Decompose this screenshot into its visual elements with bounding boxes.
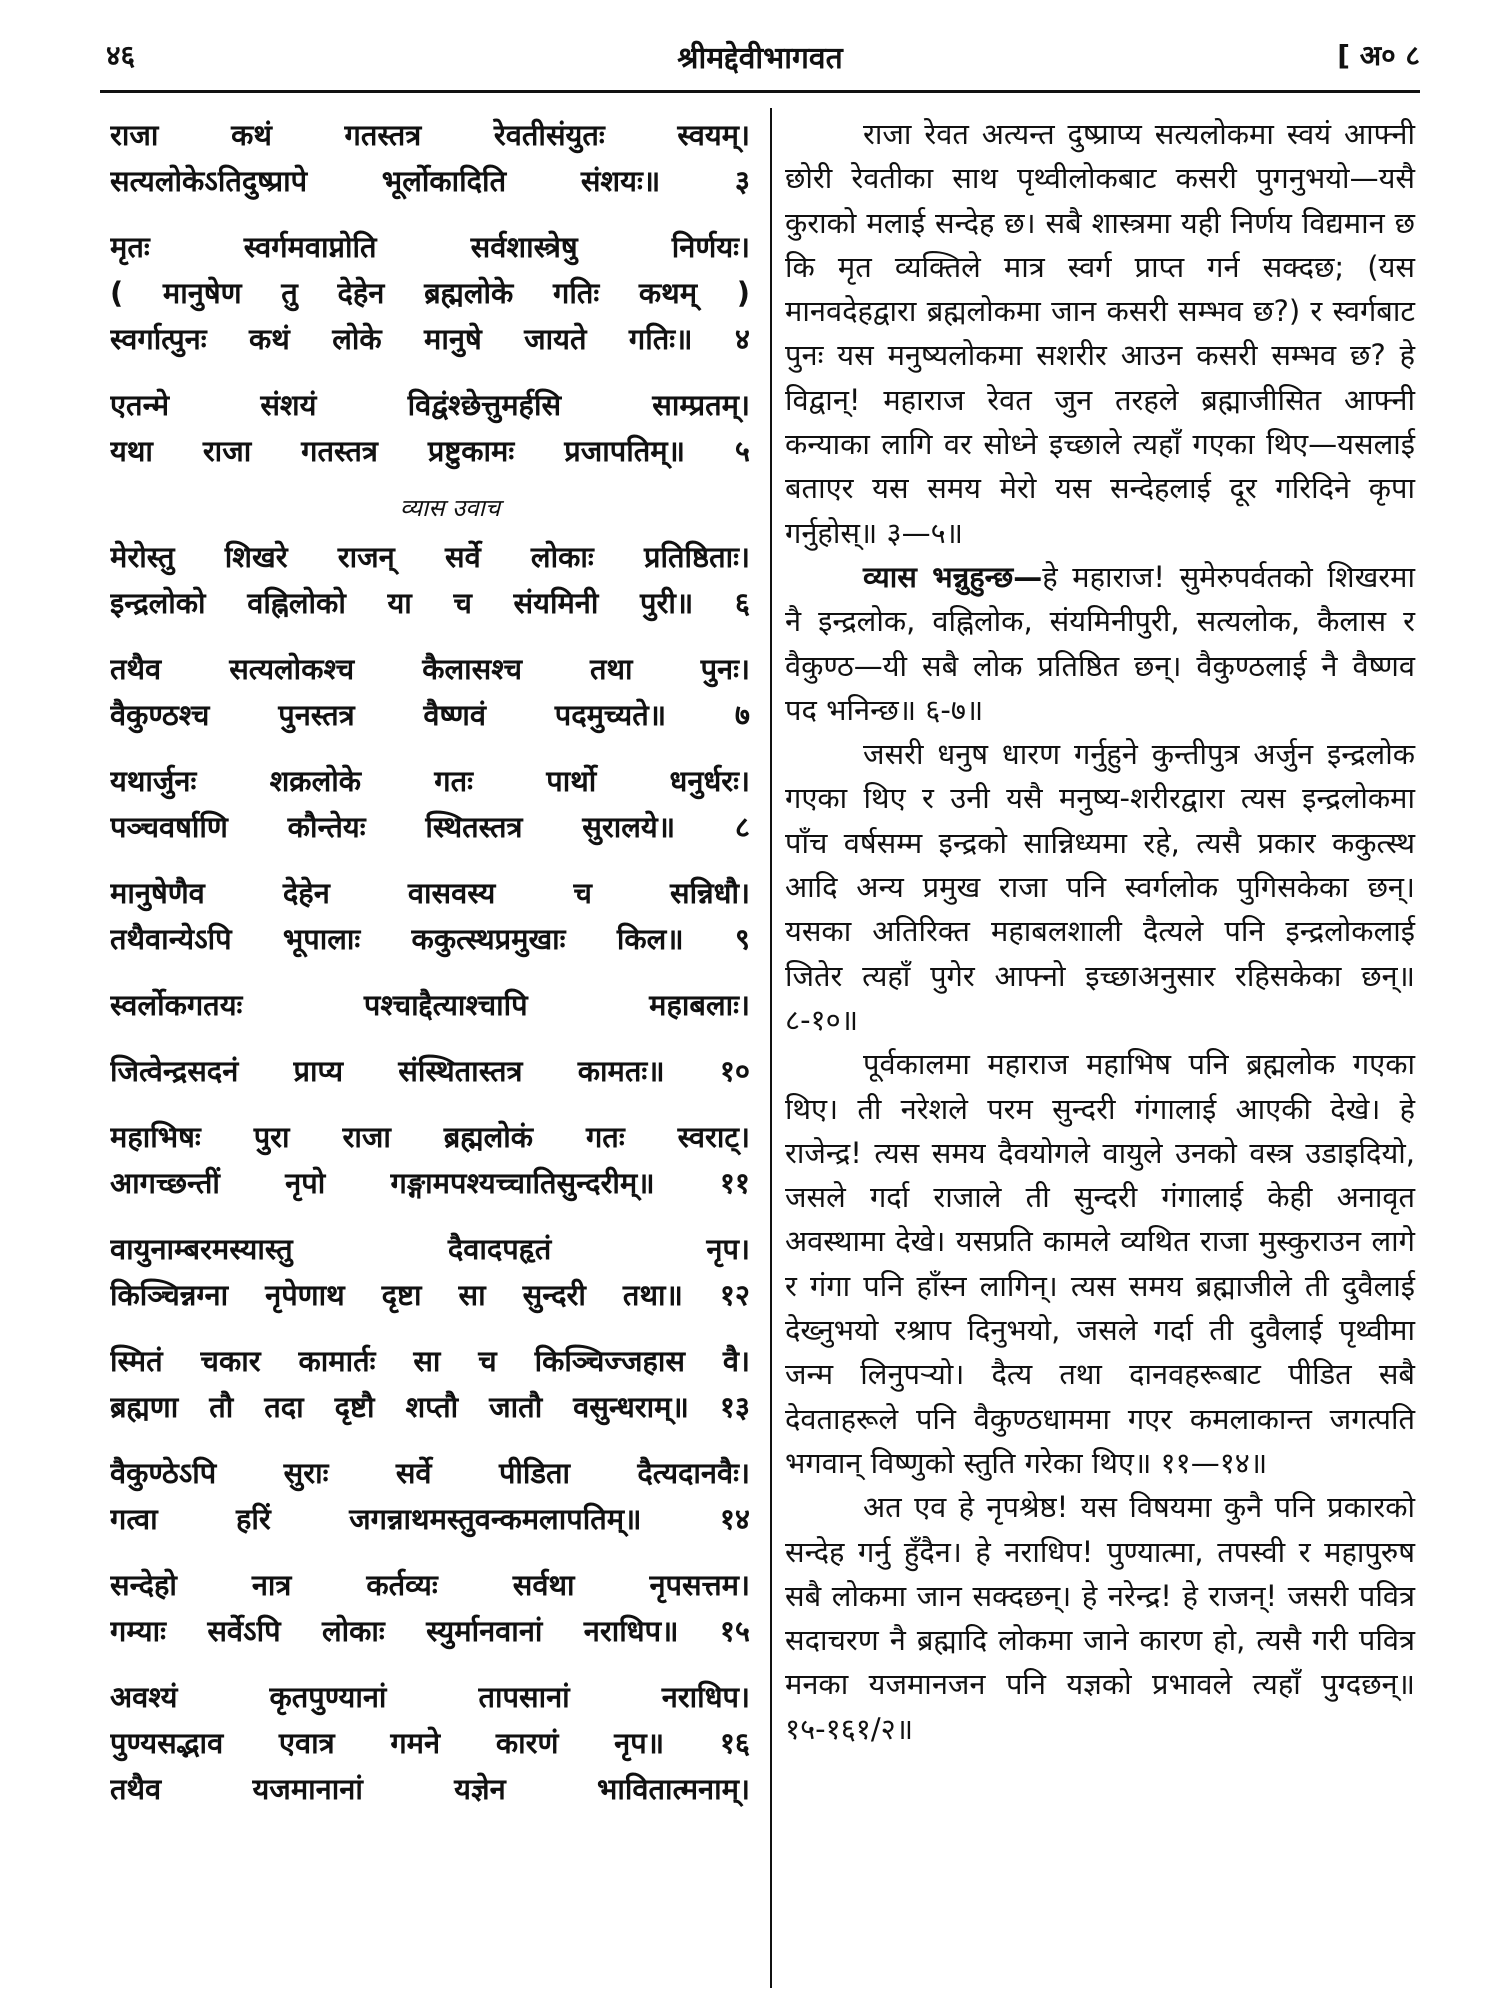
speaker-lead: व्यास भन्नुहुन्छ— bbox=[863, 559, 1043, 594]
paragraph-text: पूर्वकालमा महाराज महाभिष पनि ब्रह्मलोक गएका थिए। ती नरेशले परम सुन्दरी गंगालाई आएकी देखे। हे राजेन्द्र! त्यस समय दैवयोगले वायुले उनको वस्त्र उडाइदियो, जसले गर्दा राजाले ती सुन्दरी गंगालाई केही अनावृत अवस्थामा देखे। यसप्रति कामले व्यथित राजा मुस्कुराउन लागे र गंगा पनि हाँस्न लागिन्। त्यस समय ब्रह्माजीले ती दुवैलाई देख्नुभयो रश्राप दिनुभयो, जसले गर्दा ती दुवैलाई पृथ्वीमा जन्म लिनुपर्‍यो। दैत्य तथा दानवहरूबाट पीडित सबै देवताहरूले पनि वैकुण्ठधाममा गएर कमलाकान्त जगत्पति भगवान् विष्णुको स्तुति गरेका थिए॥ ११—१४॥ bbox=[785, 1047, 1415, 1480]
verse-line: स्वर्लोकगतयः पश्चाद्दैत्याश्चापि महाबलाः। bbox=[110, 988, 750, 1022]
paragraph-text: राजा रेवत अत्यन्त दुष्प्राप्य सत्यलोकमा स्वयं आफ्नी छोरी रेवतीका साथ पृथ्वीलोकबाट कसरी पुगनुभयो—यसै कुराको मलाई सन्देह छ। सबै शास्त्रमा यही निर्णय विद्यमान छ कि मृत व्यक्तिले मात्र स्वर्ग प्राप्त गर्न सक्दछ; (यस मानवदेहद्वारा ब्रह्मलोकमा जान कसरी सम्भव छ?) र स्वर्गबाट पुनः यस मनुष्यलोकमा सशरीर आउन कसरी सम्भव छ? हे विद्वान्! महाराज रेवत जुन तरहले ब्रह्माजीसित आफ्नी कन्याका लागि वर सोध्ने इच्छाले त्यहाँ गएका थिए—यसलाई बताएर यस समय मेरो यस सन्देहलाई दूर गरिदिने कृपा गर्नुहोस्॥ ३—५॥ bbox=[785, 117, 1415, 550]
verse-line: यथा राजा गतस्तत्र प्रष्टुकामः प्रजापतिम्॥ ५ bbox=[110, 434, 750, 468]
book-title: श्रीमद्देवीभागवत bbox=[677, 41, 843, 76]
verse-line: मानुषेणैव देहेन वासवस्य च सन्निधौ। bbox=[110, 876, 750, 910]
verse-line: वायुनाम्बरमस्यास्तु दैवादपहृतं नृप। bbox=[110, 1232, 750, 1266]
nepali-translation-column bbox=[785, 112, 1415, 1982]
translation-paragraph bbox=[785, 732, 1415, 1042]
verse-line: अवश्यं कृतपुण्यानां तापसानां नराधिप। bbox=[110, 1680, 750, 1714]
verse-line: गत्वा हरिं जगन्नाथमस्तुवन्कमलापतिम्॥ १४ bbox=[110, 1502, 750, 1536]
translation-paragraph bbox=[785, 1485, 1415, 1751]
page-number: ४६ bbox=[106, 39, 136, 72]
verse-line: पञ्चवर्षाणि कौन्तेयः स्थितस्तत्र सुरालये॥ ८ bbox=[110, 810, 750, 844]
verse-line: पुण्यसद्भाव एवात्र गमने कारणं नृप॥ १६ bbox=[110, 1726, 750, 1760]
verse-line: तथैवान्येऽपि भूपालाः ककुत्स्थप्रमुखाः किल॥ ९ bbox=[110, 922, 750, 956]
translation-paragraph bbox=[785, 1042, 1415, 1485]
verse-line: महाभिषः पुरा राजा ब्रह्मलोकं गतः स्वराट्। bbox=[110, 1120, 750, 1154]
verse-line: ब्रह्मणा तौ तदा दृष्टौ शप्तौ जातौ वसुन्धराम्॥ १३ bbox=[110, 1390, 750, 1424]
verse-block bbox=[110, 382, 750, 474]
verse-block bbox=[110, 646, 750, 738]
verse-line: यथार्जुनः शक्रलोके गतः पार्थो धनुर्धरः। bbox=[110, 764, 750, 798]
header-rule bbox=[100, 90, 1420, 93]
sanskrit-verse-column bbox=[110, 112, 750, 1982]
verse-block bbox=[110, 870, 750, 962]
verse-line: आगच्छन्तीं नृपो गङ्गामपश्यच्चातिसुन्दरीम्॥ ११ bbox=[110, 1166, 750, 1200]
paragraph-text: जसरी धनुष धारण गर्नुहुने कुन्तीपुत्र अर्जुन इन्द्रलोक गएका थिए र उनी यसै मनुष्य-शरीरद्वारा त्यस इन्द्रलोकमा पाँच वर्षसम्म इन्द्रको सान्निध्यमा रहे, त्यसै प्रकार ककुत्स्थ आदि अन्य प्रमुख राजा पनि स्वर्गलोक पुगिसकेका छन्। यसका अतिरिक्त महाबलशाली दैत्यले पनि इन्द्रलोकलाई जितेर त्यहाँ पुगेर आफ्नो इच्छाअनुसार रहिसकेका छन्॥ ८-१०॥ bbox=[785, 737, 1415, 1037]
verse-line: इन्द्रलोको वह्निलोको या च संयमिनी पुरी॥ ६ bbox=[110, 586, 750, 620]
verse-line: स्वर्गात्पुनः कथं लोके मानुषे जायते गतिः॥ ४ bbox=[110, 322, 750, 356]
page-header bbox=[100, 34, 1420, 86]
verse-line: ( मानुषेण तु देहेन ब्रह्मलोके गतिः कथम् ) bbox=[110, 276, 750, 310]
verse-line: वैकुण्ठेऽपि सुराः सर्वे पीडिता दैत्यदानवैः। bbox=[110, 1456, 750, 1490]
verse-block bbox=[110, 1338, 750, 1430]
verse-block bbox=[110, 112, 750, 204]
verse-line: वैकुण्ठश्च पुनस्तत्र वैष्णवं पदमुच्यते॥ ७ bbox=[110, 698, 750, 732]
verse-block bbox=[110, 1674, 750, 1812]
verse-line: किञ्चिन्नग्ना नृपेणाथ दृष्टा सा सुन्दरी तथा॥ १२ bbox=[110, 1278, 750, 1312]
translation-paragraph bbox=[785, 112, 1415, 555]
verse-line: तथैव सत्यलोकश्च कैलासश्च तथा पुनः। bbox=[110, 652, 750, 686]
paragraph-text: अत एव हे नृपश्रेष्ठ! यस विषयमा कुनै पनि प्रकारको सन्देह गर्नु हुँदैन। हे नराधिप! पुण्यात्मा, तपस्वी र महापुरुष सबै लोकमा जान सक्दछन्। हे नरेन्द्र! हे राजन्! जसरी पवित्र सदाचरण नै ब्रह्मादि लोकमा जाने कारण हो, त्यसै गरी पवित्र मनका यजमानजन पनि यज्ञको प्रभावले त्यहाँ पुग्दछन्॥ १५-१६१/२॥ bbox=[785, 1490, 1415, 1746]
verse-line: सन्देहो नात्र कर्तव्यः सर्वथा नृपसत्तम। bbox=[110, 1568, 750, 1602]
verse-line: सत्यलोकेऽतिदुष्प्रापे भूर्लोकादिति संशयः॥ ३ bbox=[110, 164, 750, 198]
verse-block bbox=[110, 982, 750, 1028]
verse-block bbox=[110, 1114, 750, 1206]
verse-block bbox=[110, 490, 750, 626]
verse-line: मृतः स्वर्गमवाप्नोति सर्वशास्त्रेषु निर्णयः। bbox=[110, 230, 750, 264]
verse-block bbox=[110, 1048, 750, 1094]
verse-line: जित्वेन्द्रसदनं प्राप्य संस्थितास्तत्र कामतः॥ १० bbox=[110, 1054, 750, 1088]
verse-line: तथैव यजमानानां यज्ञेन भावितात्मनाम्। bbox=[110, 1772, 750, 1806]
verse-line: मेरोस्तु शिखरे राजन् सर्वे लोकाः प्रतिष्ठिताः। bbox=[110, 540, 750, 574]
verse-block bbox=[110, 1562, 750, 1654]
verse-line: राजा कथं गतस्तत्र रेवतीसंयुतः स्वयम्। bbox=[110, 118, 750, 152]
chapter-marker: [ अ० ८ bbox=[1337, 39, 1420, 72]
column-divider bbox=[770, 108, 772, 1988]
translation-paragraph bbox=[785, 555, 1415, 732]
verse-line: गम्याः सर्वेऽपि लोकाः स्युर्मानवानां नराधिप॥ १५ bbox=[110, 1614, 750, 1648]
verse-line: स्मितं चकार कामार्तः सा च किञ्चिज्जहास वै। bbox=[110, 1344, 750, 1378]
paragraph-text: हे महाराज! सुमेरुपर्वतको शिखरमा नै इन्द्रलोक, वह्निलोक, संयमिनीपुरी, सत्यलोक, कैलास र वैकुण्ठ—यी सबै लोक प्रतिष्ठित छन्। वैकुण्ठलाई नै वैष्णव पद भनिन्छ॥ ६-७॥ bbox=[785, 559, 1416, 727]
speaker-heading: व्यास उवाच bbox=[399, 494, 501, 522]
verse-block bbox=[110, 1226, 750, 1318]
verse-block bbox=[110, 224, 750, 362]
verse-line: एतन्मे संशयं विद्वंश्छेत्तुमर्हसि साम्प्रतम्। bbox=[110, 388, 750, 422]
verse-block bbox=[110, 1450, 750, 1542]
verse-block bbox=[110, 758, 750, 850]
